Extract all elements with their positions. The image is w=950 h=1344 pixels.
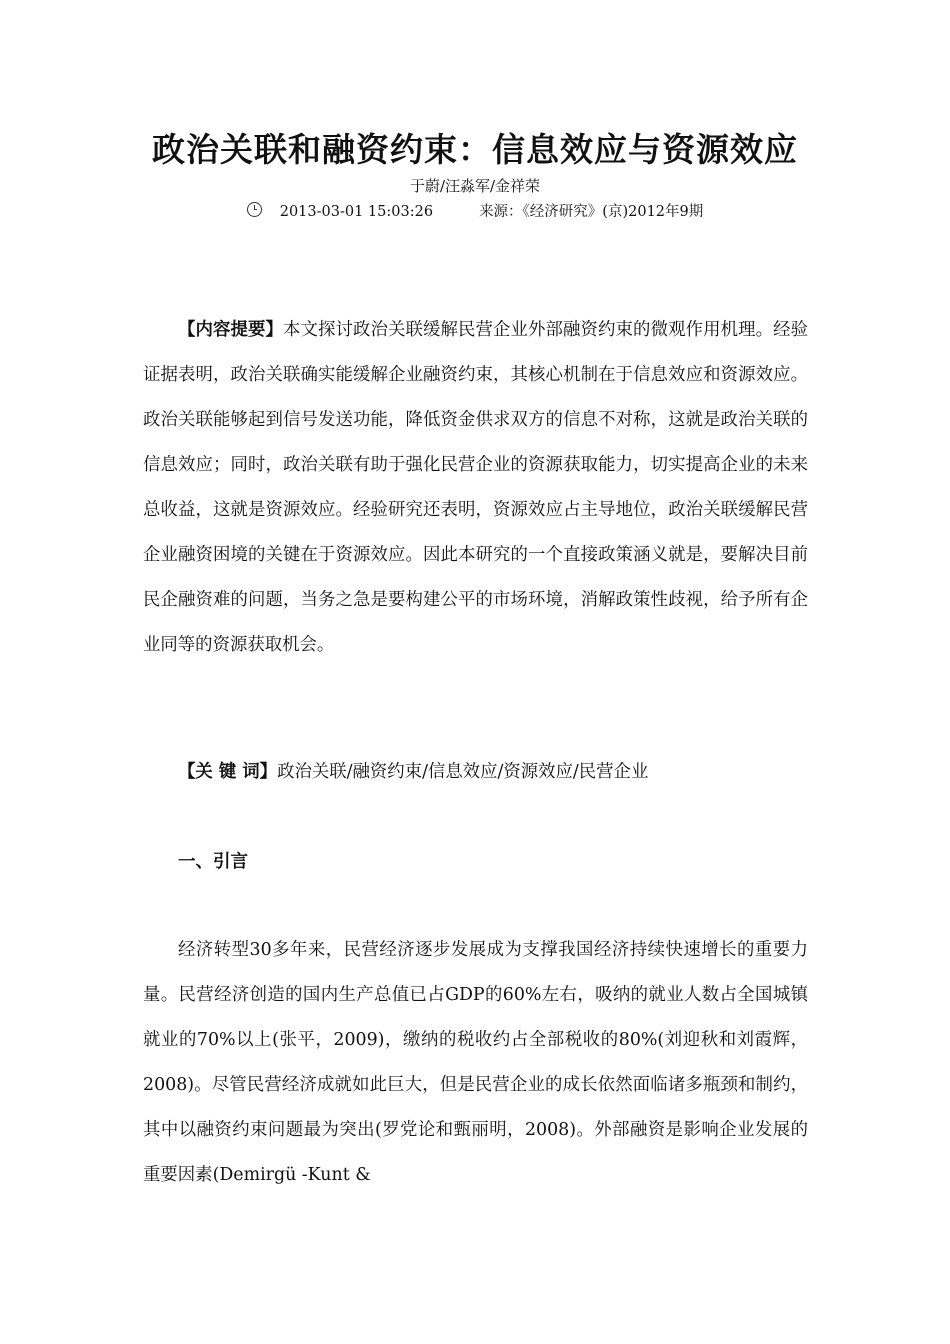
article-source: 来源：《经济研究》(京)2012年9期 xyxy=(479,204,704,220)
abstract-label: 【内容提要】 xyxy=(178,320,284,340)
keywords-paragraph xyxy=(143,750,808,795)
keywords-label: 【关 键 词】 xyxy=(178,762,278,782)
article-title: 政治关联和融资约束：信息效应与资源效应 xyxy=(152,130,798,169)
clock-icon xyxy=(247,202,262,217)
publish-datetime: 2013-03-01 15:03:26 xyxy=(279,204,434,220)
section-heading: 一、引言 xyxy=(178,852,248,872)
abstract-text: 本文探讨政治关联缓解民营企业外部融资约束的微观作用机理。经验证据表明，政治关联确实能缓解企业融资约束，其核心机制在于信息效应和资源效应。政治关联能够起到信号发送功能，降低资金供求双方的信息不对称，这就是政治关联的信息效应；同时，政治关联有助于强化民营企业的资源获取能力，切实提高企业的未来总收益，这就是资源效应。经验研究还表明，资源效应占主导地位，政治关联缓解民营企业融资困境的关键在于资源效应。因此本研究的一个直接政策涵义就是，要解决目前民企融资难的问题，当务之急是要构建公平的市场环境，消解政策性歧视，给予所有企业同等的资源获取机会。 xyxy=(143,320,808,655)
article-authors: 于蔚/汪淼军/金祥荣 xyxy=(409,177,541,195)
abstract-paragraph xyxy=(143,308,808,668)
keywords-text: 政治关联/融资约束/信息效应/资源效应/民营企业 xyxy=(277,762,649,782)
intro-paragraph: 经济转型30多年来，民营经济逐步发展成为支撑我国经济持续快速增长的重要力量。民营经济创造的国内生产总值已占GDP的60%左右，吸纳的就业人数占全国城镇就业的70%以上(张平，2009)，缴纳的税收约占全部税收的80%(刘迎秋和刘霞辉，2008)。尽管民营经济成就如此巨大，但是民营企业的成长依然面临诸多瓶颈和制约，其中以融资约束问题最为突出(罗党论和甄丽明，2008)。外部融资是影响企业发展的重要因素(Demirgü -Kunt & xyxy=(143,940,808,1185)
article-meta xyxy=(0,202,950,222)
